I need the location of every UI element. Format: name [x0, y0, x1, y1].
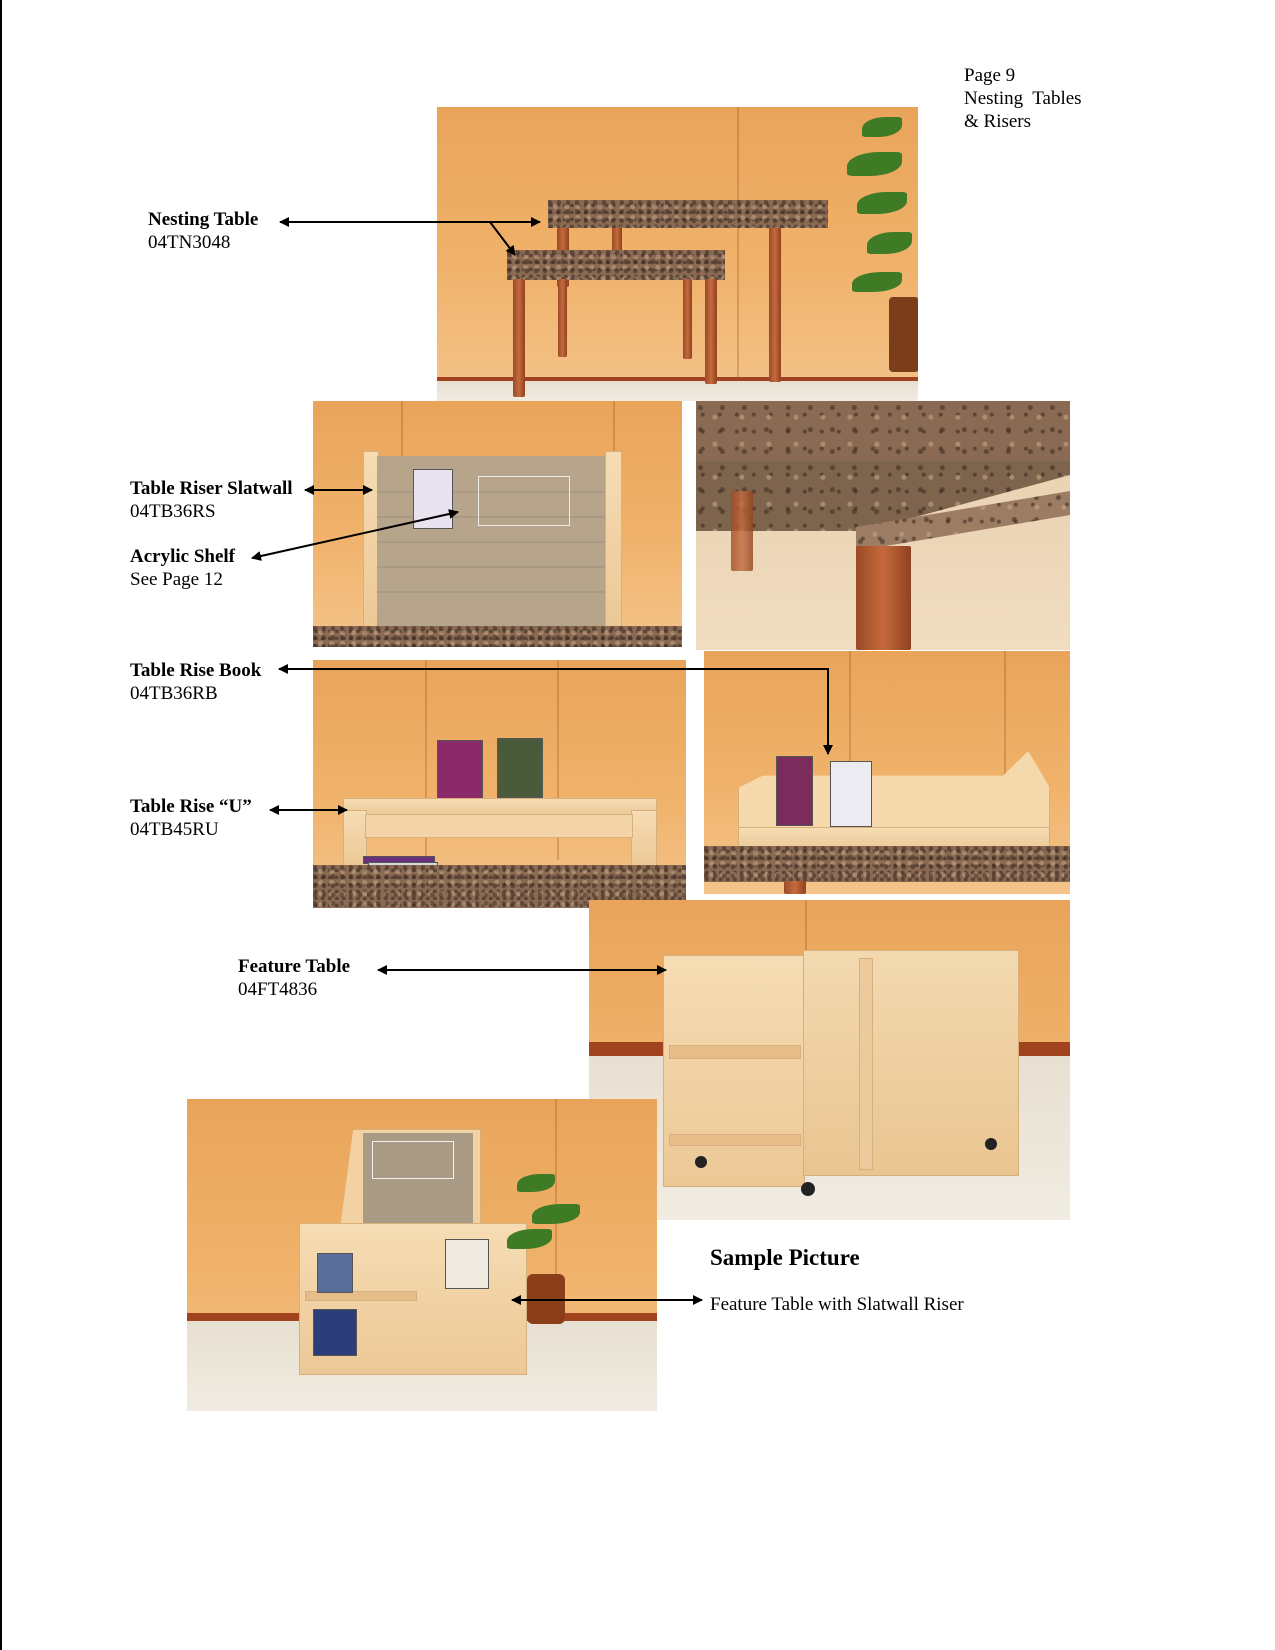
table-rise-book-photo	[704, 651, 1070, 894]
nesting-table-label	[148, 208, 258, 254]
feature-table-photo	[589, 900, 1070, 1220]
product-code: 04FT4836	[238, 979, 318, 1000]
product-name: Table Rise Book	[130, 660, 262, 681]
product-code: 04TB45RU	[130, 819, 219, 840]
product-name: Feature Table	[238, 956, 351, 977]
table-riser-slatwall-photo	[313, 401, 682, 647]
table-riser-slatwall-label	[130, 477, 293, 523]
granite-top-closeup-photo	[696, 401, 1070, 650]
product-code: 04TN3048	[148, 232, 231, 253]
sample-picture-description: Feature Table with Slatwall Riser	[710, 1294, 964, 1315]
product-code: 04TB36RB	[130, 683, 218, 704]
product-name: Table Riser Slatwall	[130, 478, 293, 499]
table-rise-u-label	[130, 795, 252, 841]
feature-table-label	[238, 955, 350, 1001]
acrylic-shelf-label	[130, 545, 235, 591]
sample-picture-title: Sample Picture	[710, 1245, 860, 1270]
page-heading	[964, 64, 1082, 133]
product-reference: See Page 12	[130, 569, 223, 590]
table-rise-u-photo	[313, 660, 686, 908]
page-number: Page 9	[964, 65, 1016, 86]
sample-feature-table-slatwall-photo	[187, 1099, 657, 1411]
table-rise-book-label	[130, 659, 261, 705]
product-name: Acrylic Shelf	[130, 546, 236, 567]
product-name: Nesting Table	[148, 209, 259, 230]
product-name: Table Rise “U”	[130, 796, 252, 817]
section-title-line1: Nesting Tables	[964, 88, 1082, 109]
page-left-border	[0, 0, 2, 1650]
product-code: 04TB36RS	[130, 501, 216, 522]
section-title-line2: & Risers	[964, 111, 1032, 132]
nesting-table-photo	[437, 107, 918, 401]
